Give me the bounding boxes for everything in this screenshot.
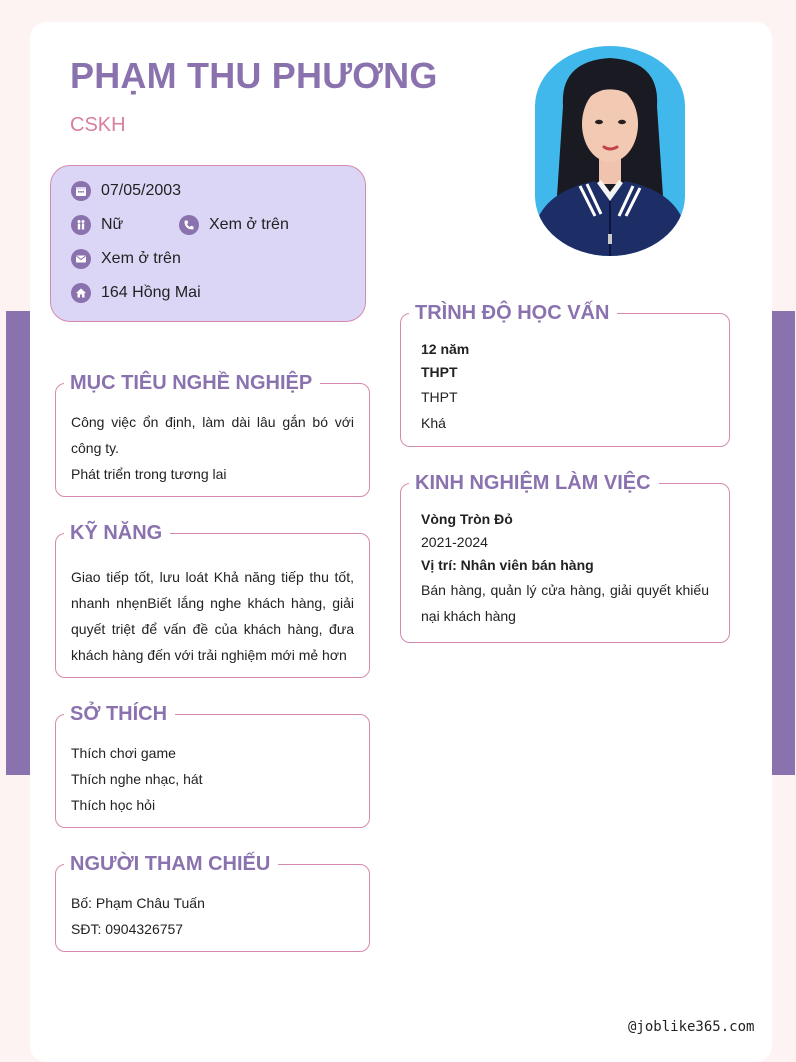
phone-value: Xem ở trên [209,216,289,233]
experience-title: KINH NGHIỆM LÀM VIỆC [409,470,659,496]
mail-icon [71,249,91,269]
skills-section [55,522,370,678]
gender-row [71,215,123,235]
hobby-item: Thích chơi game [71,745,176,761]
skills-text: Giao tiếp tốt, lưu loát Khả năng tiếp thu tốt, nhanh nhẹnBiết lắng nghe khách hàng, giải quyết triệt để vấn đề của khách hàng, đưa khách hàng đến với trải nghiệm mới mẻ hơn [71,569,354,663]
birthday-row [71,181,181,201]
education-grade: Khá [421,415,446,431]
hobby-item: Thích học hỏi [71,797,156,813]
email-row [71,249,181,269]
education-duration: 12 năm [421,341,470,357]
reference-phone: SĐT: 0904326757 [71,921,184,937]
hobbies-title: SỞ THÍCH [64,701,175,727]
address-value: 164 Hồng Mai [101,284,201,301]
career-objective-title: MỤC TIÊU NGHỀ NGHIỆP [64,370,320,396]
email-value: Xem ở trên [101,250,181,267]
profile-photo [535,46,685,256]
candidate-name: PHẠM THU PHƯƠNG [70,55,438,96]
skills-title: KỸ NĂNG [64,520,170,546]
experience-period: 2021-2024 [421,534,488,550]
education-school: THPT [421,364,458,380]
address-row [71,283,201,303]
phone-row [179,215,289,235]
education-title: TRÌNH ĐỘ HỌC VẤN [409,300,617,326]
education-section [400,302,730,447]
career-objective-line-2: Phát triển trong tương lai [71,466,227,482]
watermark: @joblike365.com [628,1019,755,1035]
experience-company: Vòng Tròn Đỏ [421,511,513,527]
reference-name: Bố: Phạm Châu Tuấn [71,895,205,911]
gender-icon [71,215,91,235]
portrait-illustration [535,46,685,256]
career-objective-section [55,372,370,497]
phone-icon [179,215,199,235]
home-icon [71,283,91,303]
job-title: CSKH [70,114,126,136]
career-objective-line-1: Công việc ổn định, làm dài lâu gắn bó với công ty. [71,414,354,456]
hobby-item: Thích nghe nhạc, hát [71,771,203,787]
references-section [55,853,370,952]
gender-value: Nữ [101,216,124,233]
education-level: THPT [421,389,458,405]
hobbies-section [55,703,370,828]
references-title: NGƯỜI THAM CHIẾU [64,851,278,877]
calendar-icon [71,181,91,201]
experience-description: Bán hàng, quản lý cửa hàng, giải quyết khiếu nại khách hàng [421,582,709,624]
experience-position: Vị trí: Nhân viên bán hàng [421,557,594,573]
right-decor-band [772,311,795,775]
left-decor-band [6,311,32,775]
birthday-value: 07/05/2003 [101,182,182,199]
experience-section [400,472,730,643]
